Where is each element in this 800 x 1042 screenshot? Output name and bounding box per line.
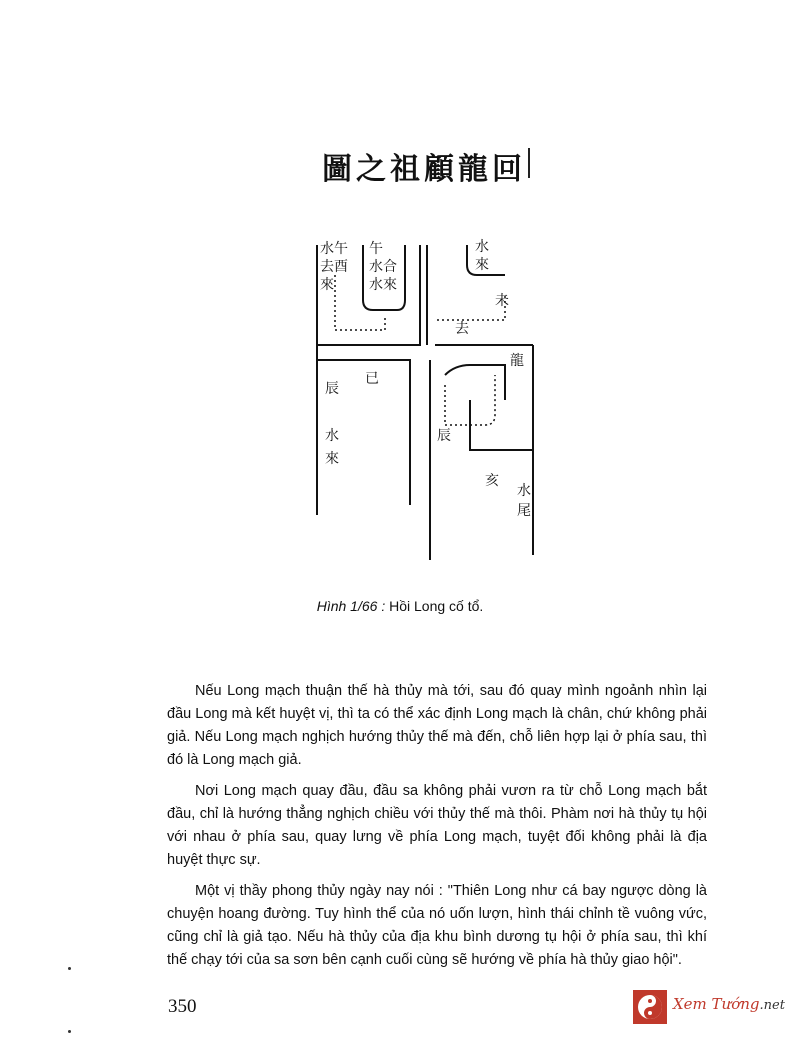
watermark-brand: Xem Tướng: [673, 995, 760, 1013]
watermark: [633, 990, 793, 1024]
label-18: 水: [517, 483, 531, 499]
feng-shui-diagram: [305, 225, 545, 565]
river-inner-hook: [445, 365, 505, 400]
paragraph-1: Nếu Long mạch thuận thế hà thủy mà tới, sau đó quay mình ngoảnh nhìn lại đầu Long mà kết huyệt vị, thì ta có thể xác định Long mạch là chân, chứ không phải giả. Nếu Long mạch nghịch hướng thủy thế mà đến, chỗ liên hợp lại ở phía sau, thì đó là Long mạch giả.: [167, 683, 707, 768]
label-10: 去: [455, 321, 469, 337]
label-19: 尾: [517, 503, 531, 519]
label-5: 水合: [369, 259, 397, 275]
label-17: 亥: [485, 473, 499, 489]
label-1: 水午: [320, 241, 348, 257]
figure-title: 圖之祖顧龍回: [322, 152, 526, 187]
caption-text: Hồi Long cố tổ.: [389, 598, 484, 614]
yin-yang-icon: [633, 990, 667, 1024]
paragraph-2: Nơi Long mạch quay đầu, đầu sa không phải vươn ra từ chỗ Long mạch bắt đầu, chỉ là hướng thẳng nghịch chiều với thủy thế mà thôi. Phàm nơi hà thủy tụ hội với nhau ở phía sau, quay lưng về phía Long mạch, tuyệt đối không phải là địa huyệt thực sự.: [167, 783, 707, 868]
title-bracket-mark: [528, 148, 530, 178]
paragraph-3: Một vị thầy phong thủy ngày nay nói : "Thiên Long như cá bay ngược dòng là chuyện hoang đường. Tuy hình thể của nó uốn lượn, hình thái chỉnh tề vuông vức, cũng chỉ là giả tạo. Nếu hà thủy của địa khu bình dương tụ hội ở phía sau, thì khí thế chạy tới của sa sơn bên cạnh cuối cùng sẽ hướng về phía hà thủy giao hội".: [167, 883, 707, 968]
label-11: 已: [365, 371, 379, 387]
label-16: 辰: [437, 428, 451, 444]
label-2: 去酉: [320, 259, 348, 275]
figure-caption: [0, 598, 800, 614]
page-number: 350: [168, 996, 197, 1017]
label-14: 水: [325, 428, 339, 444]
margin-dot: [68, 967, 71, 970]
margin-dot: [68, 1030, 71, 1033]
river-lower-right: [470, 400, 533, 450]
caption-figure-number: Hình 1/66 :: [316, 598, 386, 614]
label-8: 來: [475, 257, 489, 273]
label-13: 龍: [510, 353, 524, 369]
label-12: 辰: [325, 381, 339, 397]
watermark-text: [673, 995, 785, 1013]
diagram-labels: [320, 238, 531, 519]
label-6: 水來: [369, 277, 397, 293]
label-7: 水: [475, 239, 489, 255]
watermark-suffix: .net: [759, 998, 785, 1013]
label-9: 未: [495, 293, 509, 309]
label-3: 來: [320, 277, 334, 293]
label-4: 午: [369, 241, 383, 257]
body-text: [167, 680, 707, 980]
label-15: 來: [325, 451, 339, 467]
